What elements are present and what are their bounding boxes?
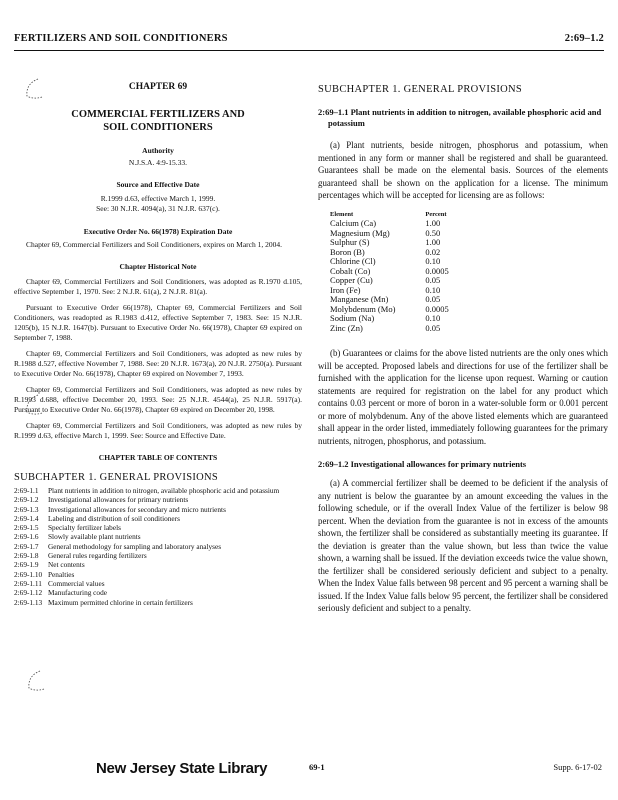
right-column [318, 58, 608, 615]
toc-number: 2:69-1.4 [14, 513, 39, 523]
toc-number: 2:69-1.8 [14, 551, 39, 561]
exec-order-paragraph: Chapter 69, Commercial Fertilizers and Soil Conditioners, expires on March 1, 2004. [26, 240, 282, 249]
page-number: 69-1 [309, 762, 325, 772]
toc-title: Slowly available plant nutrients [48, 532, 141, 542]
element-percent: 0.02 [425, 246, 441, 257]
element-percent: 0.0005 [425, 303, 449, 314]
element-name: Sulphur (S) [330, 237, 370, 247]
section-heading: 2:69–1.1 Plant nutrients in addition to nitrogen, available phosphoric acid and potassium [318, 107, 602, 128]
section-body [318, 347, 608, 447]
toc-item[interactable] [14, 495, 302, 504]
toc-title: Investigational allowances for primary nutrients [48, 495, 189, 505]
historical-note-paragraph: Chapter 69, Commercial Fertilizers and Soil Conditioners, was adopted as new rules by R.1999 d.63, effective March 1, 1999. See: Source and Effective Date. [14, 421, 302, 440]
element-percent: 0.10 [425, 284, 441, 295]
element-name: Boron (B) [330, 246, 365, 257]
toc-title: Specialty fertilizer labels [48, 523, 121, 533]
historical-note-paragraph: Chapter 69, Commercial Fertilizers and Soil Conditioners, was adopted as R.1970 d.105, effective September 1, 1970. See: 2 N.J.R. 61(a), 2 N.J.R. 81(a). [14, 277, 302, 296]
element-percent: 1.00 [425, 237, 441, 247]
historical-note-paragraph: Chapter 69, Commercial Fertilizers and Soil Conditioners, was adopted as new rules by R.1988 d.527, effective November 7, 1988. See: 20 N.J.R. 1673(a), 20 N.J.R. 2750(a). Pursuant to Executive Order No. 66(1978), Chapter 69 expired on November 7, 1993. [14, 349, 302, 378]
toc-item[interactable] [14, 560, 302, 569]
toc-item[interactable] [14, 588, 302, 597]
chapter-title-line1: COMMERCIAL FERTILIZERS AND [71, 109, 245, 120]
binding-hole-mark [24, 668, 48, 694]
toc-title: Net contents [48, 560, 85, 570]
source-line: See: 30 N.J.R. 4094(a), 31 N.J.R. 637(c). [96, 204, 220, 213]
running-header [14, 33, 604, 48]
toc-item[interactable] [14, 486, 302, 495]
toc-title: Commercial values [48, 578, 105, 588]
toc-title: Labeling and distribution of soil conditioners [48, 513, 180, 523]
source-text [14, 194, 302, 214]
nutrient-table [330, 210, 449, 334]
historical-note-paragraph: Chapter 69, Commercial Fertilizers and Soil Conditioners, was adopted as new rules by R.1993 d.688, effective December 20, 1993. See: 25 N.J.R. 4544(a), 25 N.J.R. 5917(a). Pursuant to Executive Order No. 66(1978), Chapter 69 expired on December 20, 1998. [14, 385, 302, 414]
toc-number: 2:69-1.5 [14, 523, 39, 533]
library-stamp: New Jersey State Library [96, 760, 268, 777]
element-name: Sodium (Na) [330, 313, 375, 323]
chapter-title-line2: SOIL CONDITIONERS [103, 122, 213, 133]
element-percent: 0.05 [425, 322, 441, 333]
element-name: Chlorine (Cl) [330, 256, 376, 266]
toc-title: Penalties [48, 569, 75, 579]
authority-text: N.J.S.A. 4:9-15.33. [128, 158, 188, 167]
historical-note [14, 277, 302, 441]
toc-item[interactable] [14, 514, 302, 523]
toc-title: Maximum permitted chlorine in certain fertilizers [48, 597, 193, 607]
chapter-title [14, 108, 302, 134]
section-heading: 2:69–1.2 Investigational allowances for primary nutrients [318, 459, 527, 469]
toc-item[interactable] [14, 523, 302, 532]
table-of-contents [14, 486, 302, 607]
toc-number: 2:69-1.3 [14, 504, 39, 514]
toc-subchapter: SUBCHAPTER 1. GENERAL PROVISIONS [14, 472, 219, 483]
exec-order-heading: Executive Order No. 66(1978) Expiration Date [83, 227, 233, 236]
toc-number: 2:69-1.12 [14, 588, 43, 598]
section-body [318, 477, 608, 615]
toc-heading: CHAPTER TABLE OF CONTENTS [98, 453, 218, 462]
toc-item[interactable] [14, 570, 302, 579]
element-name: Manganese (Mn) [330, 294, 389, 304]
toc-item[interactable] [14, 505, 302, 514]
toc-number: 2:69-1.13 [14, 597, 43, 607]
toc-number: 2:69-1.2 [14, 495, 39, 505]
toc-number: 2:69-1.11 [14, 578, 42, 588]
element-percent: 0.50 [425, 227, 441, 238]
toc-item[interactable] [14, 532, 302, 541]
left-column [14, 58, 302, 607]
source-line: R.1999 d.63, effective March 1, 1999. [100, 194, 216, 203]
column-header-percent: Percent [425, 210, 447, 218]
authority-heading: Authority [142, 146, 174, 155]
element-name: Magnesium (Mg) [330, 227, 390, 238]
toc-number: 2:69-1.10 [14, 569, 43, 579]
section-body [318, 139, 608, 202]
toc-item[interactable] [14, 579, 302, 588]
element-name: Cobalt (Co) [330, 265, 371, 276]
toc-title: General rules regarding fertilizers [48, 551, 147, 561]
paragraph: (a) A commercial fertilizer shall be deemed to be deficient if the analysis of any nutrient is below the guarantee by an amount exceeding the values in the following schedule, or if the overall Index Value of the fertilizer is below 98 percent. When the deviation from the guarantee is not in excess of the amounts shown, the fertilizer shall be considered as substantially meeting its guarantee. If the deviation is greater than the value shown, but less than twice the value shown, a warning shall be issued. If the deviation exceeds twice the value shown, the fertilizer shall be considered seriously deficient and subject to a penalty. When the Index Value falls between 98 percent and 95 percent a warning shall be issued. If the Index Value falls below 95 percent, the fertilizer shall be considered seriously deficient and subject to a penalty. [318, 478, 608, 613]
historical-note-paragraph: Pursuant to Executive Order 66(1978), Chapter 69, Commercial Fertilizers and Soil Conditioners, was readopted as R.1983 d.412, effective September 7, 1983. See: 15 N.J.R. 1205(b), 15 N.J.R. 1647(b). Pursuant to Executive Order No. 66(1978), Chapter 69 expired on September 7, 1988. [14, 303, 302, 342]
element-percent: 0.0005 [425, 265, 449, 276]
source-heading: Source and Effective Date [116, 180, 200, 189]
element-percent: 0.05 [425, 294, 441, 304]
running-header-title: FERTILIZERS AND SOIL CONDITIONERS [14, 33, 228, 44]
subchapter-heading: SUBCHAPTER 1. GENERAL PROVISIONS [318, 84, 523, 95]
toc-item[interactable] [14, 542, 302, 551]
toc-item[interactable] [14, 598, 302, 607]
element-name: Zinc (Zn) [330, 322, 363, 333]
element-percent: 0.10 [425, 313, 441, 323]
supplement-date: Supp. 6-17-02 [553, 762, 602, 772]
toc-title: Plant nutrients in addition to nitrogen, available phosphoric acid and potassium [48, 486, 280, 495]
paragraph: (a) Plant nutrients, beside nitrogen, phosphorus and potassium, when mentioned in any form or manner shall be registered and shall be guaranteed. Guarantees shall be made on the elemental basis. Sources of the elements guaranteed shall be shown on the application for a license. The minimum percentages which will be accepted for licensing are as follows: [318, 140, 608, 200]
historical-note-heading: Chapter Historical Note [119, 262, 197, 271]
toc-item[interactable] [14, 551, 302, 560]
toc-number: 2:69-1.9 [14, 560, 39, 570]
element-name: Molybdenum (Mo) [330, 303, 396, 314]
element-percent: 0.05 [425, 275, 441, 285]
toc-title: Investigational allowances for secondary and micro nutrients [48, 504, 226, 514]
toc-number: 2:69-1.6 [14, 532, 39, 542]
paragraph: (b) Guarantees or claims for the above listed nutrients are the only ones which will be accepted. Proposed labels and directions for use of the fertilizer shall be furnished with the application for the license upon request. Warning or caution statements are required for registration on the label for any product which contains 0.03 percent or more of boron in a water-soluble form or 0.001 percent or more of molybdenum. Any of the above listed elements which are guaranteed shall appear in the order listed, immediately following guarantees for the primary nutrients, nitrogen, phosphorus, and potassium. [318, 348, 608, 446]
element-name: Calcium (Ca) [330, 218, 377, 228]
chapter-number: CHAPTER 69 [128, 82, 188, 92]
table-row [330, 324, 449, 334]
toc-title: Manufacturing code [48, 588, 107, 598]
element-name: Copper (Cu) [330, 275, 373, 285]
toc-number: 2:69-1.1 [14, 486, 39, 495]
column-header-element: Element [330, 210, 354, 218]
element-percent: 0.10 [425, 256, 441, 266]
element-name: Iron (Fe) [330, 284, 361, 295]
running-header-section: 2:69–1.2 [564, 33, 604, 44]
exec-order-text [14, 240, 302, 250]
toc-title: General methodology for sampling and laboratory analyses [48, 541, 222, 551]
element-percent: 1.00 [425, 218, 441, 228]
header-rule [14, 50, 604, 51]
toc-number: 2:69-1.7 [14, 541, 39, 551]
